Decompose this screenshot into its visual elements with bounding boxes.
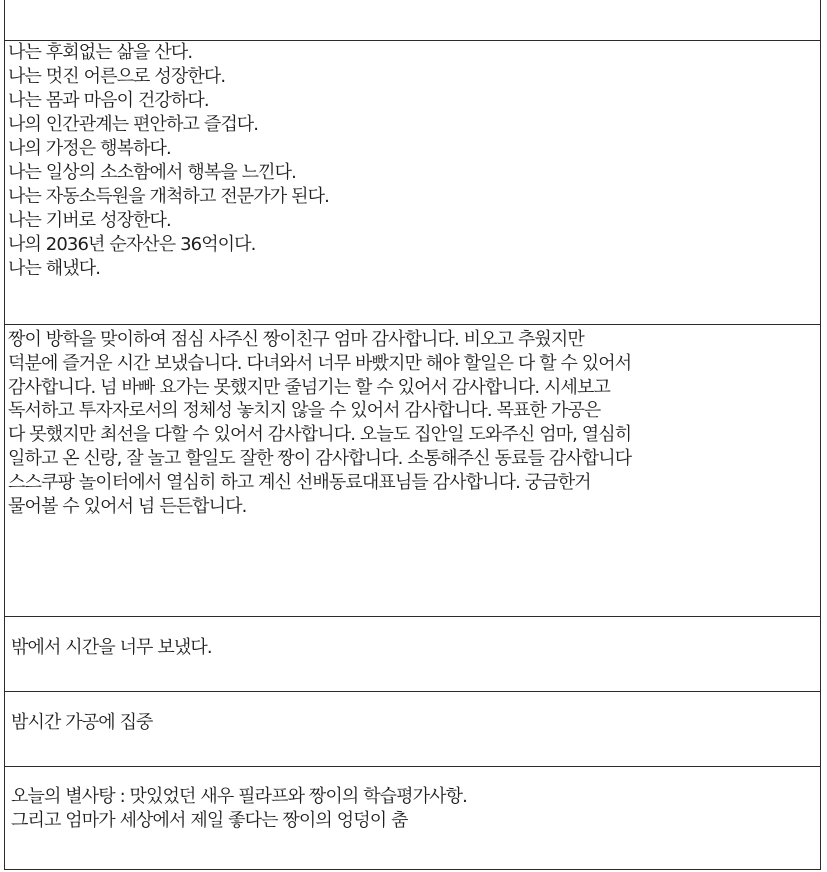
focus-cell — [5, 692, 820, 767]
gratitude-line: 짱이 방학을 맞이하여 점심 사주신 짱이친구 엄마 감사합니다. 비오고 추웠지만 — [8, 329, 584, 350]
affirmations-cell — [5, 41, 820, 325]
regret-text: 밖에서 시간을 너무 보냈다. — [11, 637, 212, 658]
affirmation-line: 나의 2036년 순자산은 36억이다. — [8, 234, 256, 255]
gratitude-line: 스스쿠팡 놀이터에서 열심히 하고 계신 선배동료대표님들 감사합니다. 궁금한거 — [8, 471, 591, 493]
gratitude-line: 다 못했지만 최선을 다할 수 있어서 감사합니다. 오늘도 집안일 도와주신 엄마, 열심히 — [8, 424, 632, 446]
affirmation-line: 나는 기버로 성장한다. — [8, 210, 171, 231]
gratitude-line: 일하고 온 신랑, 잘 놀고 할일도 잘한 짱이 감사합니다. 소통해주신 동료들 감사합니다 — [8, 447, 632, 469]
regret-cell — [5, 617, 820, 692]
affirmation-line: 나는 일상의 소소함에서 행복을 느낀다. — [8, 162, 296, 183]
highlight-line: 오늘의 별사탕 : 맛있었던 새우 필라프와 짱이의 학습평가사항. — [11, 786, 467, 807]
gratitude-line: 덕분에 즐거운 시간 보냈습니다. 다녀와서 너무 바빴지만 해야 할일은 다 할 수 있어서 — [8, 352, 632, 374]
affirmation-line: 나는 몸과 마음이 건강하다. — [8, 90, 209, 111]
focus-text: 밤시간 가공에 집중 — [11, 712, 153, 733]
gratitude-line: 감사합니다. 넘 바빠 요가는 못했지만 줄넘기는 할 수 있어서 감사합니다. 시세보고 — [8, 376, 610, 398]
affirmation-line: 나는 해냈다. — [8, 258, 101, 279]
affirmation-line: 나는 자동소득원을 개척하고 전문가가 된다. — [8, 186, 329, 207]
empty-header-row — [5, 0, 820, 41]
journal-table — [4, 0, 821, 870]
highlight-cell — [5, 767, 820, 869]
affirmation-line: 나는 멋진 어른으로 성장한다. — [8, 66, 226, 87]
gratitude-line: 물어볼 수 있어서 넘 든든합니다. — [8, 495, 247, 517]
gratitude-cell — [5, 325, 820, 617]
affirmation-line: 나의 인간관계는 편안하고 즐겁다. — [8, 114, 259, 135]
highlight-line: 그리고 엄마가 세상에서 제일 좋다는 짱이의 엉덩이 춤 — [11, 810, 408, 831]
gratitude-line: 독서하고 투자자로서의 정체성 놓치지 않을 수 있어서 감사합니다. 목표한 가공은 — [8, 400, 601, 422]
affirmation-line: 나의 가정은 행복하다. — [8, 138, 171, 159]
affirmation-line: 나는 후회없는 삶을 산다. — [8, 42, 193, 63]
